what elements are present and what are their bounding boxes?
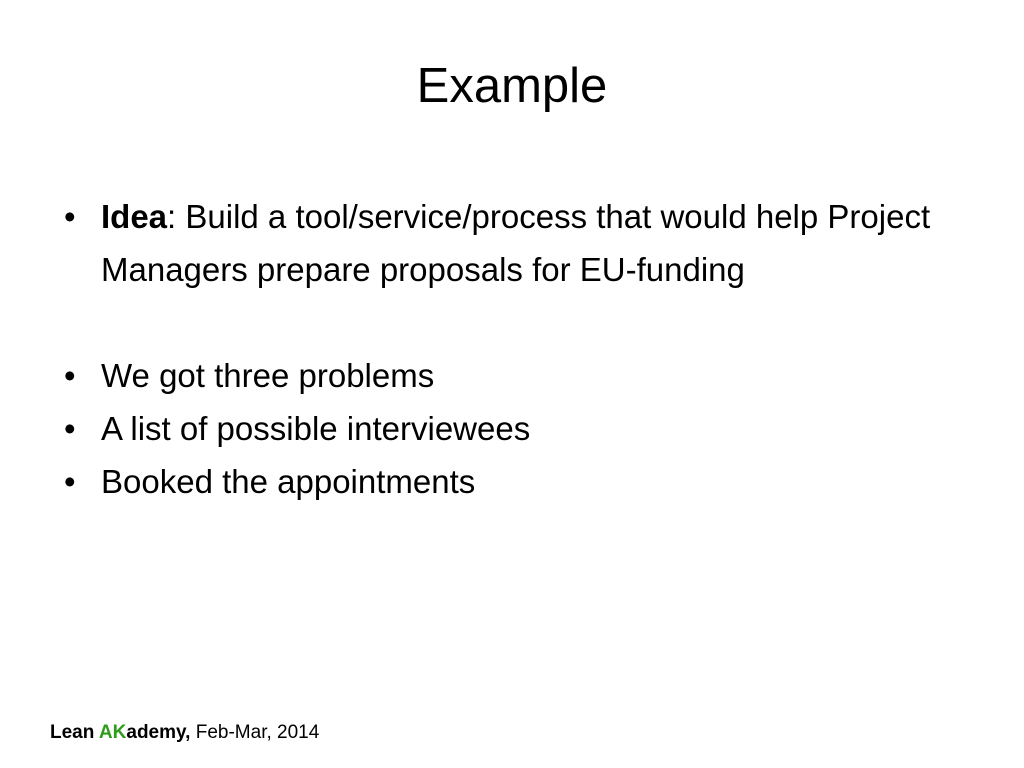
bullet-list <box>60 190 960 508</box>
bullet-dot-icon: • <box>64 463 76 500</box>
slide-title: Example <box>416 59 608 113</box>
bullet-dot-icon: • <box>64 410 76 447</box>
footer-date: Feb-Mar, 2014 <box>190 722 320 743</box>
bullet-problems <box>60 349 960 402</box>
bullet-text: A list of possible interviewees <box>101 410 531 447</box>
bullet-idea <box>60 190 960 296</box>
bullet-dot-icon: • <box>64 198 76 235</box>
bullet-text: : Build a tool/service/process that would help Project Managers prepare proposals for EU-funding <box>101 198 931 288</box>
footer-brand-ademy: ademy, <box>126 722 191 743</box>
footer <box>50 719 319 747</box>
bullet-interviewees <box>60 402 960 455</box>
footer-brand-lean: Lean <box>50 722 99 743</box>
bullet-appointments <box>60 455 960 508</box>
footer-brand-ak: AK <box>98 722 127 743</box>
bullet-text: We got three problems <box>101 357 435 394</box>
bullet-dot-icon: • <box>64 357 76 394</box>
bullet-text: Booked the appointments <box>101 463 476 500</box>
bullet-bold-label: Idea <box>101 198 168 235</box>
